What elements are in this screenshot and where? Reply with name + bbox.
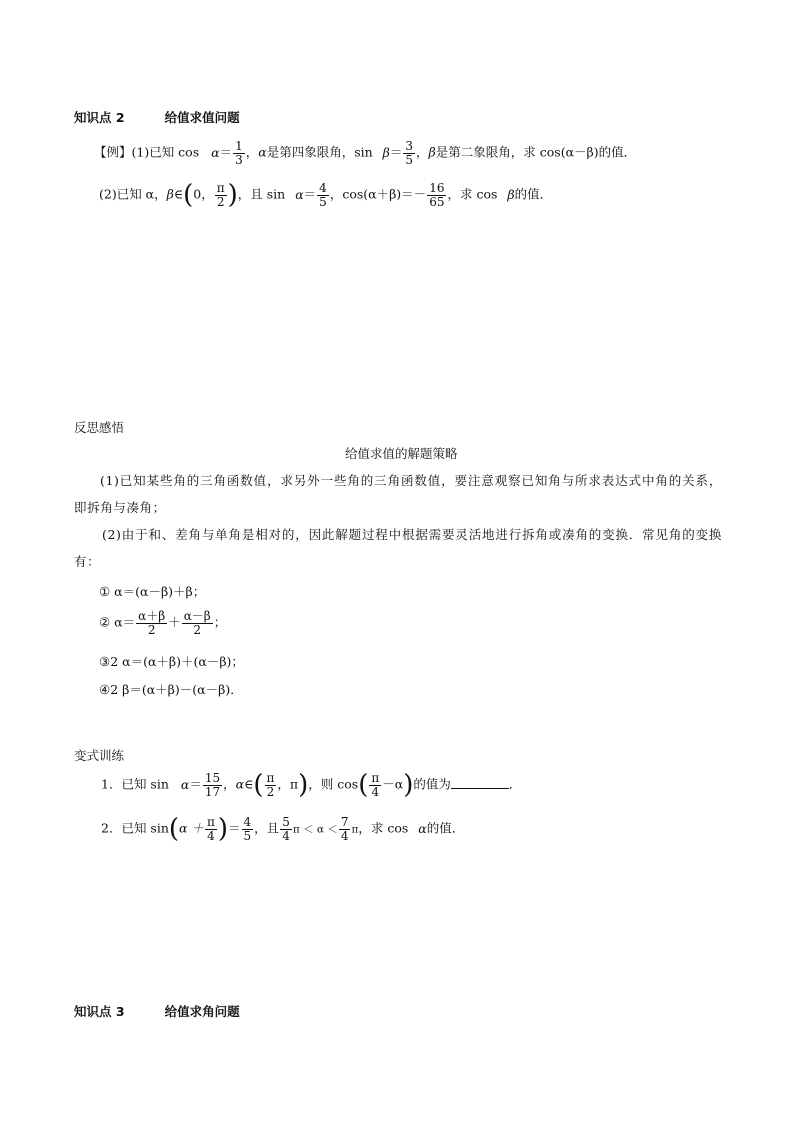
frac-den: 3	[235, 152, 243, 167]
inequality-text: π ＜ α ＜	[292, 823, 338, 836]
text: ，求 cos	[447, 186, 498, 202]
fraction-half-diff	[182, 610, 213, 636]
element-of: ∈	[173, 186, 184, 202]
equals: ＝	[389, 144, 403, 160]
frac-den: 65	[429, 194, 445, 209]
frac-num: 15	[204, 771, 221, 785]
formula-3: ③2 α＝(α＋β)＋(α－β)；	[99, 654, 244, 669]
var-beta: β	[507, 186, 515, 202]
open-paren: (	[253, 770, 264, 801]
text: 2．已知 sin	[101, 820, 169, 836]
frac-num: α－β	[183, 609, 211, 623]
practice-question-2	[101, 814, 465, 845]
text: ，则 cos	[308, 776, 359, 792]
frac-num: α＋β	[138, 609, 166, 623]
var-beta: β	[166, 186, 174, 202]
plus: ＋	[168, 614, 181, 630]
fraction-7-over-4	[339, 816, 351, 842]
section-title: 给值求角问题	[164, 1004, 240, 1019]
text: 0，	[193, 186, 214, 202]
frac-num: π	[266, 771, 275, 785]
text: 是第二象限角，求 cos(α－β)的值．	[435, 144, 637, 160]
equals: ＝	[303, 186, 317, 202]
comma: ，	[416, 144, 429, 160]
var-beta: β	[428, 144, 436, 160]
frac-den: 2	[193, 622, 202, 637]
practice-question-1	[101, 770, 522, 801]
text: ② α＝	[99, 614, 136, 630]
frac-den: 17	[204, 784, 221, 799]
frac-num: 1	[235, 139, 243, 153]
text: ．	[508, 776, 522, 792]
frac-den: 4	[207, 828, 215, 843]
text: ，求 cos	[358, 820, 409, 836]
frac-num: 7	[340, 815, 349, 829]
fraction-pi-over-2	[215, 182, 227, 208]
element-of: ∈	[244, 776, 254, 792]
formula-2	[99, 610, 226, 636]
section-heading-kp3	[74, 1002, 240, 1020]
close-paren: )	[227, 180, 238, 211]
var-alpha: α	[418, 820, 427, 836]
equals: ＝	[219, 144, 233, 160]
var-alpha: α	[211, 144, 220, 160]
fraction-15-over-17	[203, 772, 222, 798]
section-label: 知识点 2	[74, 110, 125, 125]
example-1	[94, 140, 636, 166]
section-title: 给值求值问题	[164, 110, 240, 125]
frac-den: 2	[216, 194, 225, 209]
fraction-5-over-4	[280, 816, 292, 842]
frac-den: 4	[340, 828, 349, 843]
fraction-half-sum	[136, 610, 167, 636]
close-paren: )	[298, 770, 309, 801]
strategy-paragraph-2: (2)由于和、差角与单角是相对的，因此解题过程中根据需要灵活地进行拆角或凑角的变换．常见角的变换有：	[74, 527, 722, 569]
text: 的值为	[413, 776, 451, 792]
text: ，且	[254, 820, 280, 836]
example-1-prefix: 【例】(1)已知 cos	[94, 144, 200, 160]
frac-den: 4	[371, 784, 380, 799]
reflection-heading: 反思感悟	[74, 420, 125, 435]
frac-num: 5	[282, 815, 290, 829]
equals: ＝	[189, 776, 202, 792]
close-paren: )	[217, 814, 229, 845]
section-heading-kp2	[74, 108, 240, 126]
var-alpha: α	[295, 186, 304, 202]
text: －α	[382, 776, 404, 792]
close-paren: )	[403, 770, 414, 801]
text: π	[351, 823, 359, 836]
var-alpha: α ＋	[179, 820, 204, 836]
open-paren: (	[168, 814, 180, 845]
strategy-title: 给值求值的解题策略	[345, 446, 458, 461]
strategy-paragraph-1: (1)已知某些角的三角函数值，求另外一些角的三角函数值，要注意观察已知角与所求表达式中角的关系，即拆角与凑角；	[74, 473, 722, 515]
frac-num: 4	[319, 181, 327, 195]
var-beta: β	[382, 144, 390, 160]
frac-den: 2	[266, 784, 275, 799]
text: ，cos(α＋β)＝－	[329, 186, 427, 202]
frac-num: π	[216, 181, 225, 195]
fraction-one-third	[233, 140, 245, 166]
practice-heading: 变式训练	[74, 748, 125, 763]
frac-num: π	[206, 815, 215, 829]
frac-num: 16	[429, 181, 445, 195]
section-label: 知识点 3	[74, 1004, 125, 1019]
frac-den: 5	[319, 194, 327, 209]
frac-num: 3	[405, 139, 414, 153]
text: ，且 sin	[237, 186, 286, 202]
fraction-pi-over-4	[205, 816, 217, 842]
frac-den: 5	[243, 828, 252, 843]
example-2-prefix: (2)已知 α，	[99, 186, 167, 202]
formula-1: ① α＝(α－β)＋β；	[99, 584, 206, 599]
frac-den: 2	[147, 622, 156, 637]
fraction-four-fifths	[242, 816, 254, 842]
formula-4: ④2 β＝(α＋β)－(α－β)．	[99, 682, 243, 697]
open-paren: (	[183, 180, 194, 211]
comma: ，	[223, 776, 236, 792]
text: ，π	[277, 776, 299, 792]
open-paren: (	[358, 770, 369, 801]
fraction-three-fifths	[403, 140, 415, 166]
example-2	[99, 180, 553, 211]
text: ；	[213, 614, 227, 630]
fraction-16-over-65	[427, 182, 446, 208]
var-alpha: α	[180, 776, 190, 792]
frac-den: 4	[282, 828, 290, 843]
text: 的值．	[514, 186, 553, 202]
answer-blank[interactable]	[451, 776, 509, 789]
frac-num: π	[371, 771, 380, 785]
fraction-pi-over-4	[369, 772, 381, 798]
frac-num: 4	[243, 815, 252, 829]
var-alpha: α	[258, 144, 267, 160]
text: 是第四象限角，sin	[266, 144, 373, 160]
fraction-pi-over-2	[265, 772, 277, 798]
text: 1．已知 sin	[101, 776, 169, 792]
text: 的值．	[426, 820, 465, 836]
comma: ，	[245, 144, 259, 160]
frac-den: 5	[405, 152, 414, 167]
equals: ＝	[228, 820, 241, 836]
var-alpha: α	[235, 776, 245, 792]
fraction-four-fifths	[317, 182, 329, 208]
